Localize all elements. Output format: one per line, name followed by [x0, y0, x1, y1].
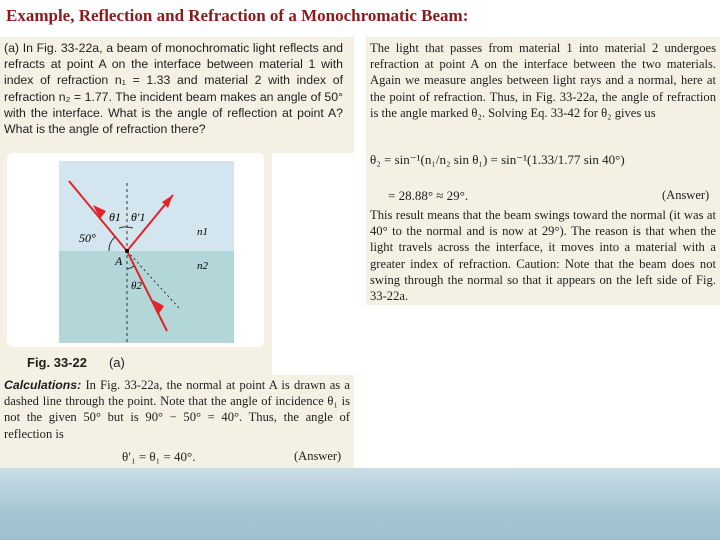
theta1-label: θ1	[109, 210, 121, 224]
angle-50-label: 50°	[79, 231, 96, 245]
figure-caption	[27, 355, 125, 370]
refraction-answer-label: (Answer)	[662, 188, 710, 202]
theta2-label: θ2	[131, 280, 142, 292]
point-a-label: A	[115, 254, 123, 268]
n1-label: n1	[197, 226, 208, 238]
calculations-body: In Fig. 33-22a, the normal at point A is drawn as a dashed line through the point. Note that the angle of incidence θ₁ is not the given 50° but is 90° − 50° = 40°. Thus, the angle of reflection is	[4, 378, 350, 441]
refraction-intro: The light that passes from material 1 into material 2 undergoes refraction at point A on the interface between the two materials. Again we measure angles between light rays and a normal, here at the point of refraction. Thus, in Fig. 33-22a, the angle of refraction is the angle marked θ₂. Solving Eq. 33-42 for θ₂ gives us	[370, 41, 716, 120]
calculations-label: Calculations:	[4, 378, 82, 392]
theta1-prime-label: θ′1	[131, 210, 146, 224]
slide-title: Example, Reflection and Refraction of a Monochromatic Beam:	[6, 6, 469, 25]
refraction-conclusion: This result means that the beam swings toward the normal (it was at 40° to the normal and is now at 29°). The reason is that when the light travels across the interface, it moves into a material with a greater index of refraction. Caution: Note that the beam does not swing through the normal so that it appears on the left side of Fig. 33-22a.	[370, 208, 716, 304]
refraction-panel	[366, 37, 720, 305]
reflection-equation: θ′₁ = θ₁ = 40°.	[122, 449, 196, 464]
point-a-dot	[125, 249, 129, 253]
refraction-figure	[7, 153, 264, 347]
figure-number: Fig. 33-22	[27, 355, 87, 370]
refraction-equation-2: = 28.88° ≈ 29°.	[388, 188, 469, 203]
calculations-text	[4, 377, 350, 442]
problem-panel	[0, 37, 354, 153]
figure-part: (a)	[108, 355, 125, 370]
figure-panel	[0, 153, 272, 375]
n2-label: n2	[197, 260, 208, 272]
refraction-diagram	[7, 153, 264, 347]
decorative-footer-band	[0, 468, 720, 540]
reflection-answer-label: (Answer)	[294, 449, 342, 463]
refraction-equation-1: θ₂ = sin⁻¹(n₁/n₂ sin θ₁) = sin⁻¹(1.33/1.77 sin 40°)	[370, 152, 625, 167]
problem-text: (a) In Fig. 33-22a, a beam of monochromatic light reflects and refracts at point A on the interface between material 1 with index of refraction n₁ = 1.33 and material 2 with index of refraction n₂ = 1.77. The incident beam makes an angle of 50° with the interface. What is the angle of reflection at point A? What is the angle of refraction there?	[4, 41, 343, 137]
calculations-panel	[0, 375, 354, 468]
